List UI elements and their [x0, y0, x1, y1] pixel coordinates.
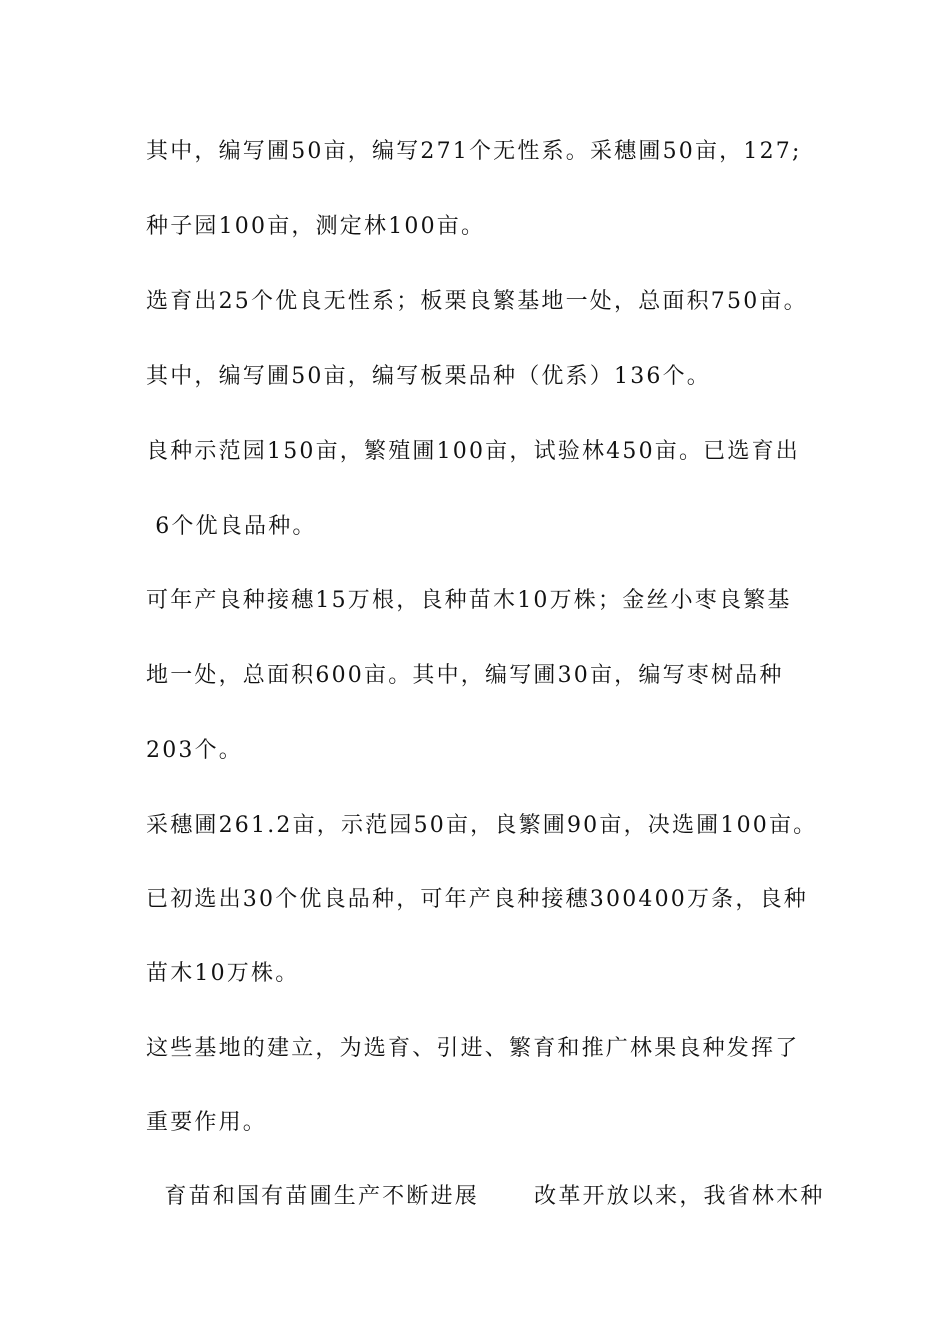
text-line: 6个优良品种。 — [146, 514, 317, 539]
text-line: 其中，编写圃50亩，编写板栗品种（优系）136个。 — [146, 364, 711, 389]
text-line: 已初选出30个优良品种，可年产良种接穗300400万条，良种 — [146, 887, 808, 912]
text-line: 203个。 — [146, 738, 243, 763]
text-line: 育苗和国有苗圃生产不断进展 改革开放以来，我省林木种 — [146, 1184, 825, 1209]
text-line: 良种示范园150亩，繁殖圃100亩，试验林450亩。已选育出 — [146, 439, 800, 464]
text-line: 重要作用。 — [146, 1110, 268, 1135]
text-line: 种子园100亩，测定林100亩。 — [146, 214, 486, 239]
text-line: 地一处，总面积600亩。其中，编写圃30亩，编写枣树品种 — [146, 663, 784, 688]
text-line: 可年产良种接穗15万根，良种苗木10万株；金丝小枣良繁基 — [146, 588, 792, 613]
text-line: 其中，编写圃50亩，编写271个无性系。采穗圃50亩，127; — [146, 139, 802, 164]
text-line: 选育出25个优良无性系；板栗良繁基地一处，总面积750亩。 — [146, 289, 808, 314]
text-line: 苗木10万株。 — [146, 961, 300, 986]
text-line: 这些基地的建立，为选育、引进、繁育和推广林果良种发挥了 — [146, 1036, 800, 1061]
text-line: 采穗圃261.2亩，示范园50亩，良繁圃90亩，决选圃100亩。 — [146, 813, 818, 838]
